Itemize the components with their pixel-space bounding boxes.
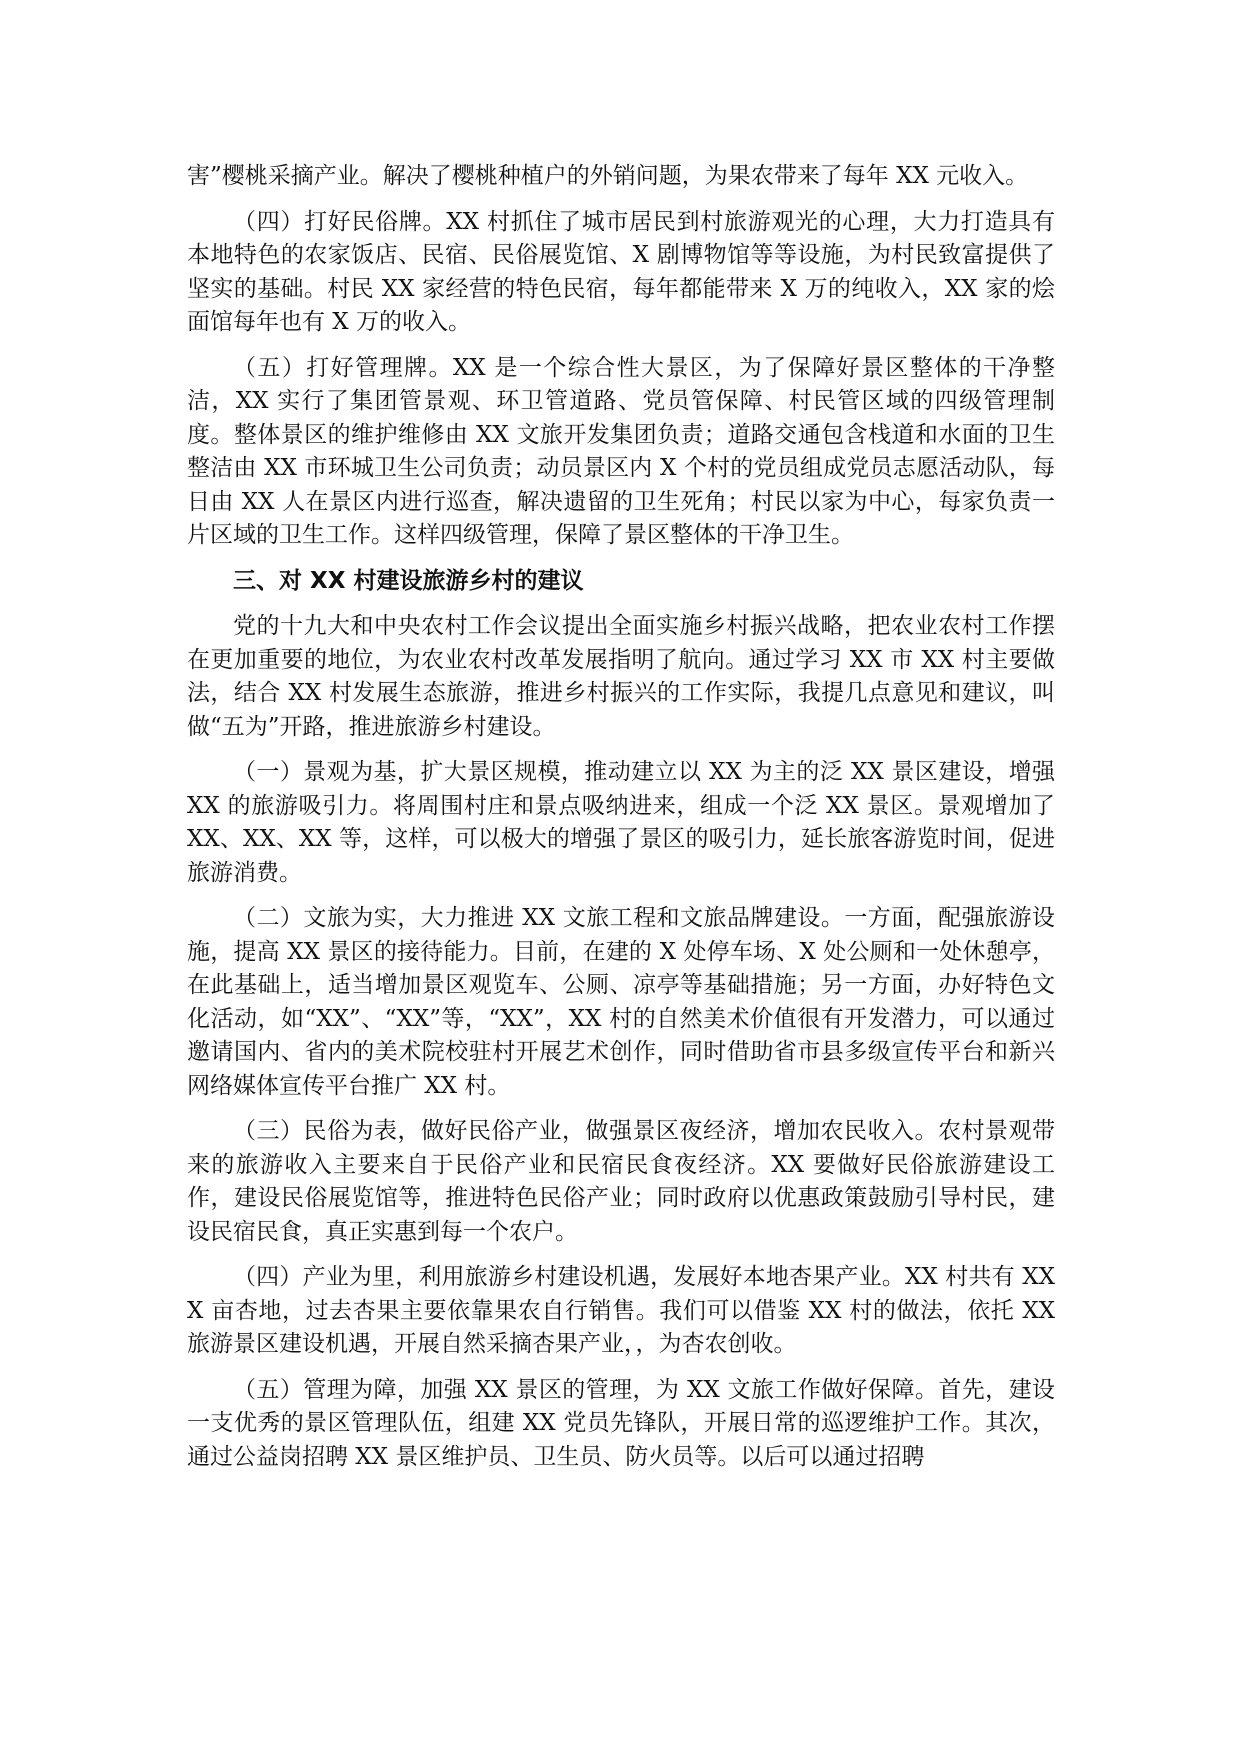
body-paragraph: （五）打好管理牌。XX 是一个综合性大景区，为了保障好景区整体的干净整洁，XX 实行了集团管景观、环卫管道路、党员管保障、村民管区域的四级管理制度。整体景区的维护维修由 XX 文旅开发集团负责；道路交通包含栈道和水面的卫生整洁由 XX 市环城卫生公司负责；动员景区内 X 个村的党员组成党员志愿活动队，每日由 XX 人在景区内进行巡查，解决遗留的卫生死角；村民以家为中心，每家负责一片区域的卫生工作。这样四级管理，保障了景区整体的干净卫生。 xyxy=(187,354,1055,548)
body-paragraph: （三）民俗为表，做好民俗产业，做强景区夜经济，增加农民收入。农村景观带来的旅游收入主要来自于民俗产业和民宿民食夜经济。XX 要做好民俗旅游建设工作，建设民俗展览馆等，推进特色民俗产业；同时政府以优惠政策鼓励引导村民，建设民宿民食，真正实惠到每一个农户。 xyxy=(187,1118,1055,1245)
body-paragraph: 害”樱桃采摘产业。解决了樱桃种植户的外销问题，为果农带来了每年 XX 元收入。 xyxy=(187,163,1029,189)
body-paragraph: （四）打好民俗牌。XX 村抓住了城市居民到村旅游观光的心理，大力打造具有本地特色的农家饭店、民宿、民俗展览馆、X 剧博物馆等等设施，为村民致富提供了坚实的基础。村民 XX 家经营的特色民宿，每年都能带来 X 万的纯收入，XX 家的烩面馆每年也有 X 万的收入。 xyxy=(187,208,1055,335)
section-heading: 三、对 XX 村建设旅游乡村的建议 xyxy=(233,567,584,594)
body-paragraph: （五）管理为障，加强 XX 景区的管理，为 XX 文旅工作做好保障。首先，建设一支优秀的景区管理队伍，组建 XX 党员先锋队，开展日常的巡逻维护工作。其次，通过公益岗招聘 XX 景区维护员、卫生员、防火员等。以后可以通过招聘 xyxy=(187,1376,1055,1470)
body-paragraph: （一）景观为基，扩大景区规模，推动建立以 XX 为主的泛 XX 景区建设，增强 XX 的旅游吸引力。将周围村庄和景点吸纳进来，组成一个泛 XX 景区。景观增加了 XX、XX、XX 等，这样，可以极大的增强了景区的吸引力，延长旅客游览时间，促进旅游消费。 xyxy=(187,759,1055,886)
body-paragraph: （四）产业为里，利用旅游乡村建设机遇，发展好本地杏果产业。XX 村共有 XXX 亩杏地，过去杏果主要依靠果农自行销售。我们可以借鉴 XX 村的做法，依托 XX 旅游景区建设机遇，开展自然采摘杏果产业，，为杏农创收。 xyxy=(187,1264,1055,1357)
body-paragraph: （二）文旅为实，大力推进 XX 文旅工程和文旅品牌建设。一方面，配强旅游设施，提高 XX 景区的接待能力。目前，在建的 X 处停车场、X 处公厕和一处休憩亭，在此基础上，适当增加景区观览车、公厕、凉亭等基础措施；另一方面，办好特色文化活动，如“XX”、“XX”等，“XX”，XX 村的自然美术价值很有开发潜力，可以通过邀请国内、省内的美术院校驻村开展艺术创作，同时借助省市县多级宣传平台和新兴网络媒体宣传平台推广 XX 村。 xyxy=(187,905,1055,1099)
document-body xyxy=(187,160,1055,1486)
body-paragraph: 党的十九大和中央农村工作会议提出全面实施乡村振兴战略，把农业农村工作摆在更加重要的地位，为农业农村改革发展指明了航向。通过学习 XX 市 XX 村主要做法，结合 XX 村发展生态旅游，推进乡村振兴的工作实际，我提几点意见和建议，叫做“五为”开路，推进旅游乡村建设。 xyxy=(187,613,1055,740)
